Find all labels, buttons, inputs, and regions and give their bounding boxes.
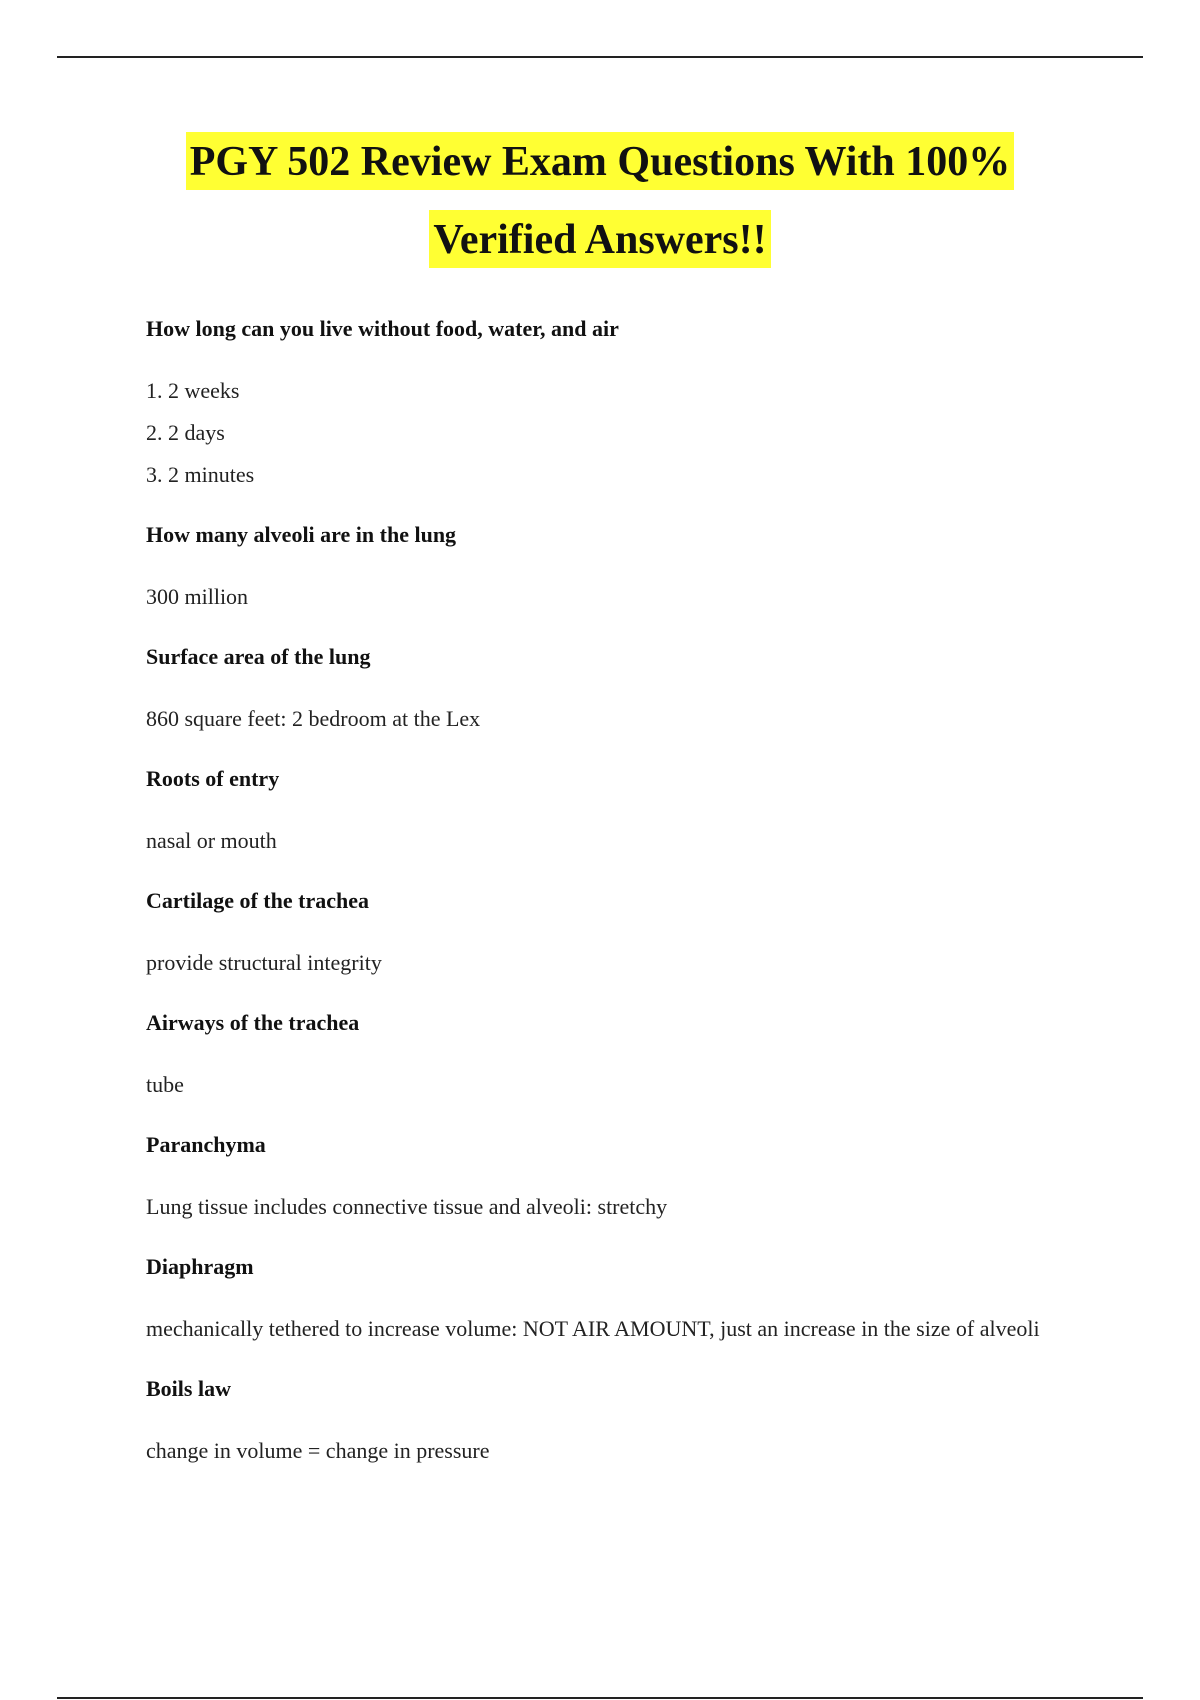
answer: tube (146, 1072, 184, 1097)
top-divider (57, 56, 1143, 58)
document-title (0, 132, 1200, 288)
question: Airways of the trachea (146, 1010, 360, 1035)
qa-item (146, 518, 1076, 640)
qa-item (146, 1128, 1076, 1250)
question: Surface area of the lung (146, 644, 371, 669)
answer: mechanically tethered to increase volume: NOT AIR AMOUNT, just an increase in the size of alveoli (146, 1316, 1040, 1341)
question: Paranchyma (146, 1132, 266, 1157)
qa-item (146, 884, 1076, 1006)
answer-list-item: 2. 2 days (146, 420, 225, 445)
qa-list (146, 312, 1076, 1472)
title-line-2: Verified Answers!! (429, 210, 770, 268)
question: Boils law (146, 1376, 231, 1401)
answer-list-item: 3. 2 minutes (146, 462, 255, 487)
question: Cartilage of the trachea (146, 888, 369, 913)
question: How long can you live without food, water, and air (146, 316, 619, 341)
qa-item (146, 1372, 1076, 1472)
question: How many alveoli are in the lung (146, 522, 457, 547)
title-line-1: PGY 502 Review Exam Questions With 100% (186, 132, 1015, 190)
answer-list-item: 1. 2 weeks (146, 378, 240, 403)
bottom-divider (57, 1697, 1143, 1699)
answer: 860 square feet: 2 bedroom at the Lex (146, 706, 481, 731)
answer: nasal or mouth (146, 828, 277, 853)
qa-item (146, 312, 1076, 518)
question: Roots of entry (146, 766, 280, 791)
qa-item (146, 1006, 1076, 1128)
answer: Lung tissue includes connective tissue and alveoli: stretchy (146, 1194, 668, 1219)
qa-item (146, 762, 1076, 884)
answer: provide structural integrity (146, 950, 382, 975)
question: Diaphragm (146, 1254, 254, 1279)
answer: change in volume = change in pressure (146, 1438, 490, 1463)
qa-item (146, 1250, 1076, 1372)
answer: 300 million (146, 584, 249, 609)
qa-item (146, 640, 1076, 762)
